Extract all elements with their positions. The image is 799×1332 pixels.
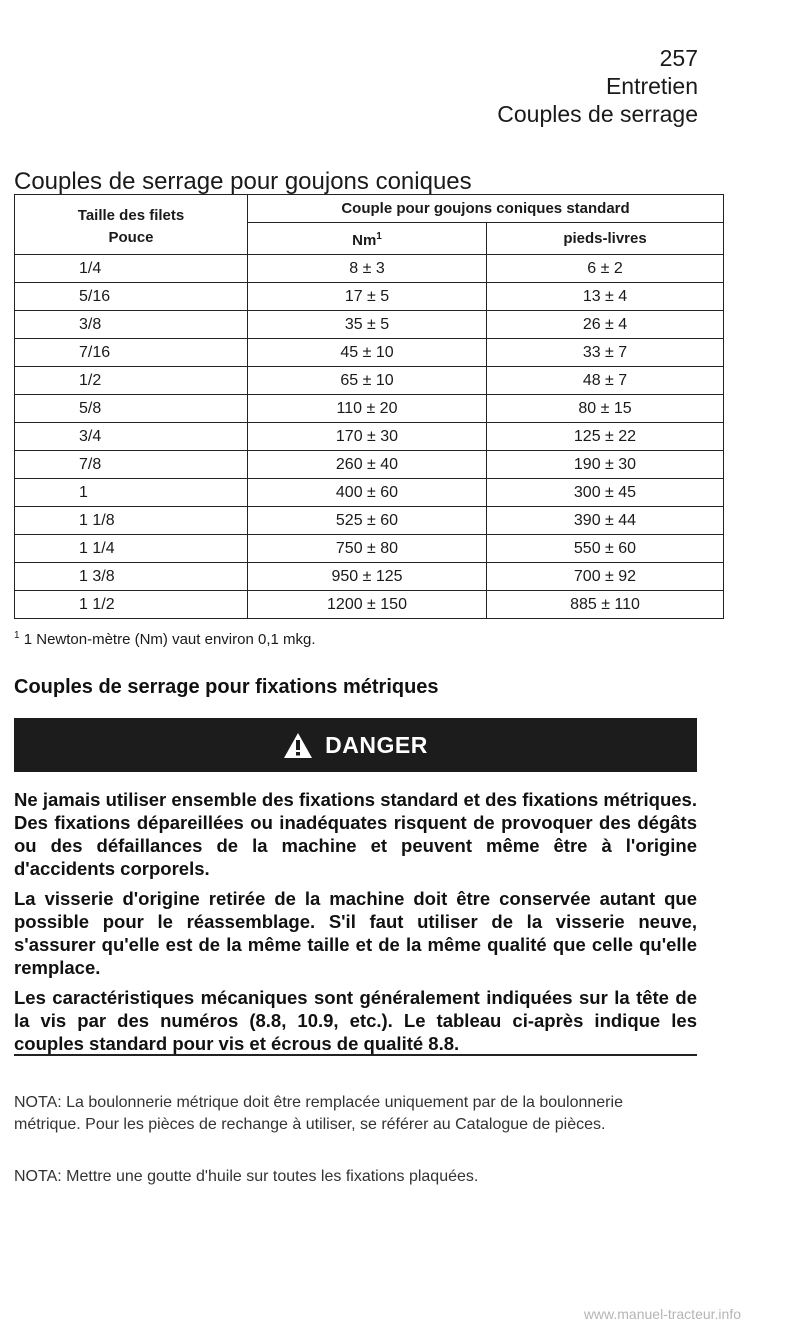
ft-cell: 700 ± 92 — [487, 563, 724, 591]
ft-cell: 550 ± 60 — [487, 535, 724, 563]
warning-paragraph-3: Les caractéristiques mécaniques sont généralement indiquées sur la tête de la vis par des numéros (8.8, 10.9, etc.). Le tableau ci-après indique les couples standard pour vis et écrous de qualité 8.8. — [14, 987, 697, 1054]
footnote-text: 1 Newton-mètre (Nm) vaut environ 0,1 mkg. — [23, 631, 316, 648]
ft-cell: 190 ± 30 — [487, 451, 724, 479]
table-row — [15, 451, 724, 479]
size-cell: 1 1/4 — [15, 535, 248, 563]
table-row — [15, 507, 724, 535]
page-header — [497, 44, 698, 128]
nm-cell: 45 ± 10 — [248, 339, 487, 367]
table-row — [15, 563, 724, 591]
warning-paragraph-1: Ne jamais utiliser ensemble des fixations standard et des fixations métriques. Des fixations dépareillées ou inadéquates risquent de provoquer des dégâts ou des défaillances de la machine et peuvent même être à l'origine d'accidents corporels. — [14, 789, 697, 879]
size-cell: 5/8 — [15, 395, 248, 423]
ft-cell: 390 ± 44 — [487, 507, 724, 535]
table-row — [15, 395, 724, 423]
table-row — [15, 255, 724, 283]
nm-cell: 170 ± 30 — [248, 423, 487, 451]
ft-column-header: pieds-livres — [487, 223, 724, 255]
size-cell: 7/8 — [15, 451, 248, 479]
nm-cell: 950 ± 125 — [248, 563, 487, 591]
size-cell: 1 3/8 — [15, 563, 248, 591]
nm-cell: 1200 ± 150 — [248, 591, 487, 619]
size-header-line1: Taille des filets — [77, 206, 185, 224]
table-row — [15, 283, 724, 311]
ft-cell: 300 ± 45 — [487, 479, 724, 507]
nm-cell: 110 ± 20 — [248, 395, 487, 423]
ft-cell: 6 ± 2 — [487, 255, 724, 283]
size-header-line2: Pouce — [108, 228, 154, 246]
warning-triangle-icon — [283, 732, 313, 759]
size-cell: 1 — [15, 479, 248, 507]
ft-cell: 885 ± 110 — [487, 591, 724, 619]
nm-column-header — [248, 223, 487, 255]
nm-cell: 65 ± 10 — [248, 367, 487, 395]
nm-cell: 17 ± 5 — [248, 283, 487, 311]
ft-cell: 13 ± 4 — [487, 283, 724, 311]
size-cell: 3/8 — [15, 311, 248, 339]
footnote — [14, 630, 316, 648]
size-cell: 1/4 — [15, 255, 248, 283]
size-column-header — [15, 195, 248, 255]
watermark: www.manuel-tracteur.info — [583, 1306, 741, 1322]
ft-cell: 125 ± 22 — [487, 423, 724, 451]
table-title: Couples de serrage pour goujons coniques — [14, 168, 472, 195]
nm-cell: 400 ± 60 — [248, 479, 487, 507]
ft-cell: 48 ± 7 — [487, 367, 724, 395]
danger-label: DANGER — [325, 731, 428, 758]
section-divider — [14, 1054, 697, 1056]
section-title: Entretien — [605, 73, 698, 99]
size-cell: 1 1/8 — [15, 507, 248, 535]
ft-cell: 80 ± 15 — [487, 395, 724, 423]
table-row — [15, 339, 724, 367]
size-cell: 1/2 — [15, 367, 248, 395]
nm-header-text: Nm — [352, 232, 377, 249]
table-row — [15, 423, 724, 451]
table-row — [15, 311, 724, 339]
nm-header-footnote-marker: 1 — [376, 231, 382, 242]
danger-banner — [14, 718, 697, 772]
size-cell: 5/16 — [15, 283, 248, 311]
size-cell: 3/4 — [15, 423, 248, 451]
ft-cell: 26 ± 4 — [487, 311, 724, 339]
footnote-marker: 1 — [14, 630, 20, 641]
metric-section-heading: Couples de serrage pour fixations métriques — [14, 676, 439, 698]
warning-paragraph-2: La visserie d'origine retirée de la machine doit être conservée autant que possible pour le réassemblage. S'il faut utiliser de la visserie neuve, s'assurer qu'elle est de la même taille et de la même qualité que celle qu'elle remplace. — [14, 888, 697, 978]
warning-text-block — [14, 788, 697, 1062]
size-cell: 1 1/2 — [15, 591, 248, 619]
table-row — [15, 479, 724, 507]
nm-cell: 750 ± 80 — [248, 535, 487, 563]
table-row — [15, 535, 724, 563]
nm-cell: 525 ± 60 — [248, 507, 487, 535]
size-cell: 7/16 — [15, 339, 248, 367]
table-row — [15, 591, 724, 619]
ft-cell: 33 ± 7 — [487, 339, 724, 367]
nm-cell: 35 ± 5 — [248, 311, 487, 339]
nm-cell: 8 ± 3 — [248, 255, 487, 283]
nm-cell: 260 ± 40 — [248, 451, 487, 479]
note-1: NOTA: La boulonnerie métrique doit être remplacée uniquement par de la boulonnerie métrique. Pour les pièces de rechange à utiliser, se référer au Catalogue de pièces. — [14, 1094, 623, 1133]
table-row — [15, 367, 724, 395]
note-2: NOTA: Mettre une goutte d'huile sur toutes les fixations plaquées. — [14, 1168, 479, 1185]
subsection-title: Couples de serrage — [497, 101, 698, 127]
torque-table-body — [15, 255, 724, 619]
page-number: 257 — [659, 45, 698, 71]
torque-table — [14, 194, 724, 619]
group-header: Couple pour goujons coniques standard — [248, 195, 724, 223]
